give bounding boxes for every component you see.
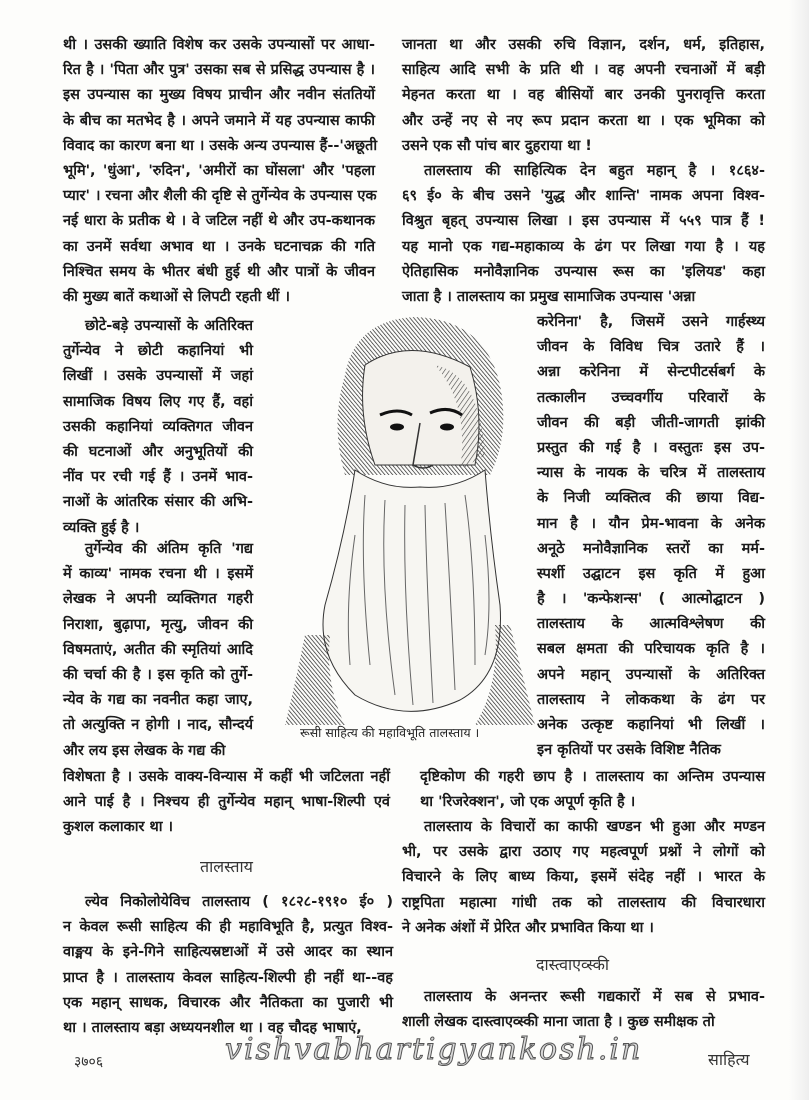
text-block-dostoevsky-intro	[402, 985, 765, 1035]
text-line: नई धारा के प्रतीक थे । वे जटिल नहीं थे और उप-कथानक	[63, 213, 375, 230]
text-line: जानता था और उसकी रुचि विज्ञान, दर्शन, धर्म, इतिहास,	[402, 37, 765, 53]
text-block-left-top	[63, 33, 378, 310]
text-line: उसकी कहानियां व्यक्तिगत जीवन	[63, 418, 253, 435]
text-line: के बीच का मतभेद है । अपने जमाने में यह उपन्यास काफी	[63, 112, 375, 129]
tolstoy-portrait-illustration	[285, 305, 535, 725]
text-line: सबल क्षमता की परिचायक कृति है ।	[537, 641, 765, 658]
text-line: और लय इस लेखक के गद्य की	[63, 742, 226, 759]
text-line: तुर्गेन्येव ने छोटी कहानियां भी	[63, 343, 253, 360]
text-block-left-narrow-1	[63, 314, 253, 541]
text-line: कुशल कलाकार था ।	[63, 819, 174, 836]
text-block-right-narrow	[537, 310, 765, 763]
text-block-right-top	[402, 33, 765, 310]
text-line: ने अनेक अंशों में प्रेरित और प्रभावित किया था ।	[402, 919, 654, 936]
text-line: ल्येव निकोलोयेविच तालस्ताय ( १८२८-१९१० ई० )	[85, 894, 393, 910]
text-line: विशेषता है । उसके वाक्य-विन्यास में कहीं भी जटिलता नहीं	[63, 769, 390, 785]
text-line: विश्रुत बृहत् उपन्यास लिखा । इस उपन्यास में ५५९ पात्र हैं !	[402, 213, 765, 230]
text-line: विचारने के लिए बाध्य किया, इसमें संदेह नहीं । भारत के	[402, 869, 765, 886]
text-line: ६९ ई० के बीच उसने 'युद्ध और शान्ति' नामक अपना विश्व-	[402, 188, 765, 205]
text-block-left-narrow-2	[63, 537, 253, 764]
text-line: भी, पर उसके द्वारा उठाए गए महत्वपूर्ण प्रश्नों ने लोगों को	[402, 844, 765, 861]
text-line: नाओं के आंतरिक संसार की अभि-	[63, 494, 253, 511]
text-line: लिखीं । उसके उपन्यासों में जहां	[63, 368, 253, 385]
text-line: विवाद का कारण बना था । उसके अन्य उपन्यास हैं--'अछूती	[63, 137, 378, 154]
text-line: प्रस्तुत की गई है । वस्तुतः इस उप-	[537, 439, 765, 456]
text-line: और उन्हें नए से नए रूप प्रदान करता था । एक भूमिका को	[402, 112, 765, 129]
text-line: ऐतिहासिक मनोवैज्ञानिक उपन्यास रूस का 'इलियड' कहा	[402, 263, 765, 280]
section-heading-tolstoy: तालस्ताय	[200, 857, 253, 876]
text-line: राष्ट्रपिता महात्मा गांधी तक को तालस्ताय की विचारधारा	[402, 894, 765, 911]
text-line: था । तालस्ताय बड़ा अध्ययनशील था । वह चौदह भाषाएं,	[63, 1019, 362, 1036]
text-line: तत्कालीन उच्चवर्गीय परिवारों के	[537, 389, 765, 406]
text-line: में काव्य' नामक रचना थी । इसमें	[63, 566, 253, 583]
text-line: उसने एक सौ पांच बार दुहराया था !	[402, 137, 592, 154]
text-line: जीवन के विविध चित्र उतारे हैं ।	[537, 339, 765, 356]
text-line: व्यक्ति हुई है ।	[63, 519, 140, 536]
text-line: प्राप्त है । तालस्ताय केवल साहित्य-शिल्पी ही नहीं था--वह	[63, 969, 393, 986]
text-line: तुर्गेन्येव की अंतिम कृति 'गद्य	[85, 541, 253, 557]
text-line: करेनिना' है, जिसमें उसने गार्हस्थ्य	[537, 314, 765, 330]
section-heading-dostoevsky: दास्त्वाएव्स्की	[536, 955, 610, 974]
text-line: अन्ना करेनिना में सेन्टपीटर्सबर्ग के	[537, 364, 765, 381]
text-line: स्पर्शी उद्घाटन इस कृति में हुआ	[537, 565, 765, 582]
text-line: न्यास के नायक के चरित्र में तालस्ताय	[537, 465, 765, 482]
text-line: न केवल रूसी साहित्य की ही महाविभूति है, प्रत्युत विश्व-	[63, 919, 393, 936]
page-edge-shadow	[789, 0, 809, 1100]
text-line: की चर्चा की है । इस कृति को तुर्गे-	[63, 666, 253, 683]
text-line: जीवन की बड़ी जीती-जागती झांकी	[537, 414, 765, 431]
text-line: तालस्ताय की साहित्यिक देन बहुत महान् है । १८६४-	[424, 162, 765, 179]
text-line: मेहनत करता था । वह बीसियों बार उनकी पुनरावृत्ति करता	[402, 87, 765, 104]
page-number: ३७०६	[74, 1054, 104, 1070]
footer-section-name: साहित्य	[708, 1050, 750, 1069]
text-line: विषमताएं, अतीत की स्मृतियां आदि	[63, 641, 253, 658]
text-line: थी । उसकी ख्याति विशेष कर उसके उपन्यासों पर आधा-	[63, 37, 375, 53]
text-line: सामाजिक विषय लिए गए हैं, वहां	[63, 393, 253, 410]
text-line: की घटनाओं और अनुभूतियों की	[63, 443, 253, 460]
text-line: निराशा, बुढ़ापा, मृत्यु, जीवन की	[63, 616, 253, 633]
text-line: भूमि', 'धुंआ', 'रुदिन', 'अमीरों का घोंसला' और 'पहला	[63, 162, 375, 179]
text-line: लेखक ने अपनी व्यक्तिगत गहरी	[63, 591, 253, 608]
text-line: वाङ्मय के इने-गिने साहित्यस्रष्टाओं में उसे आदर का स्थान	[63, 944, 393, 961]
text-line: दृष्टिकोण की गहरी छाप है । तालस्ताय का अन्तिम उपन्यास	[420, 769, 765, 785]
text-line: अनूठे मनोवैज्ञानिक स्तरों का मर्म-	[537, 540, 765, 557]
text-line: है । 'कन्फेशन्स' ( आत्मोद्घाटन )	[537, 591, 765, 608]
text-line: नींव पर रची गई हैं । उनमें भाव-	[63, 469, 253, 486]
text-line: छोटे-बड़े उपन्यासों के अतिरिक्त	[85, 318, 253, 334]
text-line: तालस्ताय ने लोककथा के ढंग पर	[537, 691, 765, 708]
text-line: न्येव के गद्य का नवनीत कहा जाए,	[63, 692, 253, 709]
text-line: था 'रिजरेक्शन', जो एक अपूर्ण कृति है ।	[420, 794, 636, 811]
text-block-right-lower-2	[402, 815, 765, 941]
text-line: मान है । यौन प्रेम-भावना के अनेक	[537, 515, 765, 532]
watermark: vishvabhartigyankosh.in	[225, 1032, 643, 1067]
text-line: तो अत्युक्ति न होगी । नाद, सौन्दर्य	[63, 717, 253, 734]
text-block-tolstoy-intro	[63, 890, 393, 1041]
text-line: शाली लेखक दास्त्वाएव्स्की माना जाता है । कुछ समीक्षक तो	[402, 1014, 715, 1031]
text-line: इस उपन्यास का मुख्य विषय प्राचीन और नवीन संततियों	[63, 87, 375, 104]
text-line: प्यार' । रचना और शैली की दृष्टि से तुर्गेन्येव के उपन्यास एक	[63, 188, 377, 205]
text-block-right-lower-1	[420, 765, 765, 815]
text-line: अपने महान् उपन्यासों के अतिरिक्त	[537, 666, 765, 683]
text-line: की मुख्य बातें कथाओं से लिपटी रहती थीं ।	[63, 288, 290, 305]
text-line: तालस्ताय के आत्मविश्लेषण की	[537, 616, 765, 633]
text-line: एक महान् साधक, विचारक और नैतिकता का पुजारी भी	[63, 994, 393, 1011]
text-line: साहित्य आदि सभी के प्रति थी । वह अपनी रचनाओं में बड़ी	[402, 62, 765, 79]
text-line: निश्चित समय के भीतर बंधी हुई थी और पात्रों के जीवन	[63, 263, 375, 280]
figure-caption: रूसी साहित्य की महाविभूति तालस्ताय ।	[300, 725, 480, 740]
text-block-left-wide	[63, 765, 390, 841]
text-line: आने पाई है । निश्चय ही तुर्गेन्येव महान् भाषा-शिल्पी एवं	[63, 794, 390, 811]
text-line: अनेक उत्कृष्ट कहानियां भी लिखीं ।	[537, 717, 765, 733]
text-line: तालस्ताय के विचारों का काफी खण्डन भी हुआ और मण्डन	[424, 819, 765, 835]
text-line: का उनमें सर्वथा अभाव था । उनके घटनाचक्र की गति	[63, 238, 375, 255]
text-line: इन कृतियों पर उसके विशिष्ट नैतिक	[537, 742, 721, 759]
text-line: जाता है । तालस्ताय का प्रमुख सामाजिक उपन्यास 'अन्ना	[402, 288, 696, 305]
text-line: यह मानो एक गद्य-महाकाव्य के ढंग पर लिखा गया है । यह	[402, 238, 765, 255]
text-line: तालस्ताय के अनन्तर रूसी गद्यकारों में सब से प्रभाव-	[424, 989, 765, 1005]
text-line: के निजी व्यक्तित्व की छाया विद्य-	[537, 490, 765, 507]
text-line: रित है । 'पिता और पुत्र' उसका सब से प्रसिद्ध उपन्यास है ।	[63, 62, 375, 79]
